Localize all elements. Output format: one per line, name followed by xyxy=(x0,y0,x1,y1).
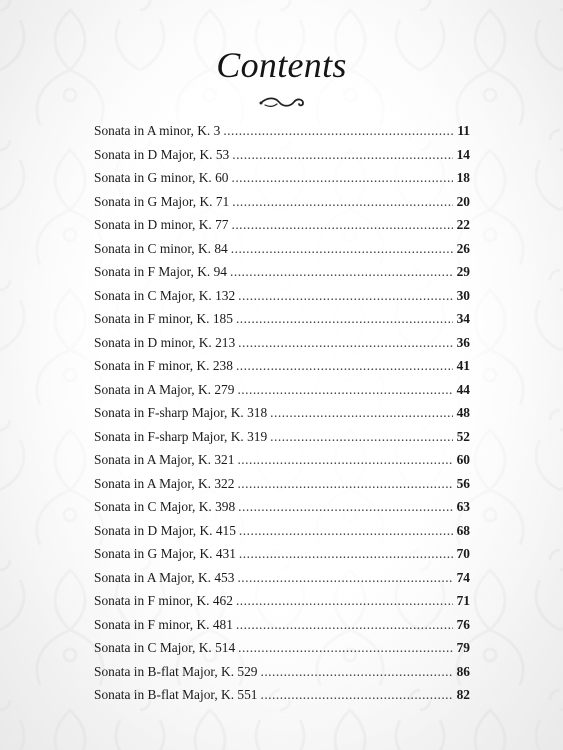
toc-entry xyxy=(94,284,470,308)
dot-leader xyxy=(270,401,453,425)
dot-leader xyxy=(238,331,453,355)
dot-leader xyxy=(270,425,453,449)
toc-entry-page-number: 22 xyxy=(456,217,470,232)
toc-entry xyxy=(94,566,470,590)
toc-entry-title: Sonata in C minor, K. 84 xyxy=(94,240,228,256)
toc-entry-page-number: 56 xyxy=(456,475,470,491)
toc-entry xyxy=(94,636,470,660)
dot-leader xyxy=(238,284,453,308)
dot-leader xyxy=(236,613,453,637)
toc-entry xyxy=(94,425,470,449)
toc-entry-page-number: 48 xyxy=(456,405,470,420)
toc-entry xyxy=(94,472,470,496)
dot-leader xyxy=(231,237,453,261)
toc-entry-title: Sonata in F minor, K. 462 xyxy=(94,593,233,608)
toc-entry-title: Sonata in F Major, K. 94 xyxy=(94,264,227,279)
dot-leader xyxy=(260,660,453,684)
dot-leader xyxy=(239,519,453,543)
toc-entry-title: Sonata in D Major, K. 415 xyxy=(94,522,236,538)
toc-entry-page-number: 36 xyxy=(456,334,470,350)
page-title: Contents xyxy=(216,45,347,85)
dot-leader xyxy=(236,354,453,378)
toc-entry-title: Sonata in D minor, K. 213 xyxy=(94,334,236,350)
toc-entry xyxy=(94,143,470,167)
toc-entry-page-number: 63 xyxy=(456,499,470,514)
toc-entry-page-number: 68 xyxy=(456,522,470,538)
dot-leader xyxy=(223,119,453,143)
dot-leader xyxy=(232,143,453,167)
dot-leader xyxy=(236,589,453,613)
toc-entry-title: Sonata in F minor, K. 185 xyxy=(94,311,233,326)
toc-entry-title: Sonata in A Major, K. 322 xyxy=(94,475,235,491)
toc-entry xyxy=(94,495,470,519)
toc-entry-title: Sonata in C Major, K. 514 xyxy=(94,640,236,655)
toc-entry xyxy=(94,260,470,284)
toc-entry-page-number: 14 xyxy=(456,146,470,162)
toc-entry-title: Sonata in A Major, K. 279 xyxy=(94,381,235,397)
toc-entry xyxy=(94,331,470,355)
dot-leader xyxy=(237,448,453,472)
toc-entry-page-number: 70 xyxy=(456,546,470,561)
toc-entry-page-number: 79 xyxy=(456,640,470,655)
toc-entry xyxy=(94,237,470,261)
toc-entry-page-number: 82 xyxy=(456,687,470,702)
toc-entry-title: Sonata in F-sharp Major, K. 318 xyxy=(94,405,268,420)
toc-entry xyxy=(94,613,470,637)
toc-entry-page-number: 52 xyxy=(456,428,470,444)
toc-entry xyxy=(94,519,470,543)
dot-leader xyxy=(237,472,453,496)
toc-entry-title: Sonata in D Major, K. 53 xyxy=(94,146,230,162)
toc-entry xyxy=(94,589,470,613)
dot-leader xyxy=(238,495,453,519)
toc-entry xyxy=(94,401,470,425)
toc-entry-title: Sonata in A Major, K. 321 xyxy=(94,452,235,467)
toc-entry-title: Sonata in G minor, K. 60 xyxy=(94,170,229,185)
toc-entry-page-number: 26 xyxy=(456,240,470,256)
toc-entry-page-number: 20 xyxy=(456,193,470,209)
dot-leader xyxy=(238,636,453,660)
toc-entry-title: Sonata in A Major, K. 453 xyxy=(94,569,235,585)
dot-leader xyxy=(236,307,453,331)
toc-entry xyxy=(94,354,470,378)
toc-entry xyxy=(94,448,470,472)
table-of-contents xyxy=(94,119,470,707)
toc-entry-page-number: 34 xyxy=(456,311,470,326)
toc-entry-title: Sonata in F minor, K. 238 xyxy=(94,358,233,373)
toc-entry xyxy=(94,660,470,684)
toc-entry-page-number: 71 xyxy=(456,593,470,608)
dot-leader xyxy=(260,683,453,707)
toc-entry xyxy=(94,683,470,707)
toc-entry-title: Sonata in F-sharp Major, K. 319 xyxy=(94,428,268,444)
toc-entry xyxy=(94,213,470,237)
scroll-flourish-icon xyxy=(257,94,307,110)
toc-entry-title: Sonata in B-flat Major, K. 529 xyxy=(94,663,258,679)
toc-entry-title: Sonata in G Major, K. 431 xyxy=(94,546,236,561)
toc-entry xyxy=(94,119,470,143)
toc-entry-title: Sonata in A minor, K. 3 xyxy=(94,123,221,138)
toc-entry-page-number: 60 xyxy=(456,452,470,467)
toc-entry-title: Sonata in G Major, K. 71 xyxy=(94,193,230,209)
dot-leader xyxy=(237,378,453,402)
dot-leader xyxy=(237,566,453,590)
dot-leader xyxy=(239,542,453,566)
toc-entry-title: Sonata in F minor, K. 481 xyxy=(94,616,233,632)
toc-entry-page-number: 30 xyxy=(456,287,470,303)
toc-entry-title: Sonata in B-flat Major, K. 551 xyxy=(94,687,258,702)
toc-entry xyxy=(94,378,470,402)
dot-leader xyxy=(231,166,453,190)
toc-entry-page-number: 11 xyxy=(457,123,470,138)
toc-entry-page-number: 44 xyxy=(456,381,470,397)
toc-entry-page-number: 76 xyxy=(456,616,470,632)
toc-entry xyxy=(94,307,470,331)
toc-entry-page-number: 29 xyxy=(456,264,470,279)
toc-entry xyxy=(94,166,470,190)
toc-entry-title: Sonata in D minor, K. 77 xyxy=(94,217,229,232)
dot-leader xyxy=(231,213,453,237)
dot-leader xyxy=(232,190,453,214)
toc-entry-page-number: 18 xyxy=(456,170,470,185)
toc-entry-page-number: 86 xyxy=(456,663,470,679)
toc-entry-page-number: 41 xyxy=(456,358,470,373)
dot-leader xyxy=(230,260,453,284)
toc-entry xyxy=(94,542,470,566)
toc-entry-title: Sonata in C Major, K. 398 xyxy=(94,499,236,514)
toc-entry-page-number: 74 xyxy=(456,569,470,585)
toc-entry xyxy=(94,190,470,214)
toc-entry-title: Sonata in C Major, K. 132 xyxy=(94,287,236,303)
